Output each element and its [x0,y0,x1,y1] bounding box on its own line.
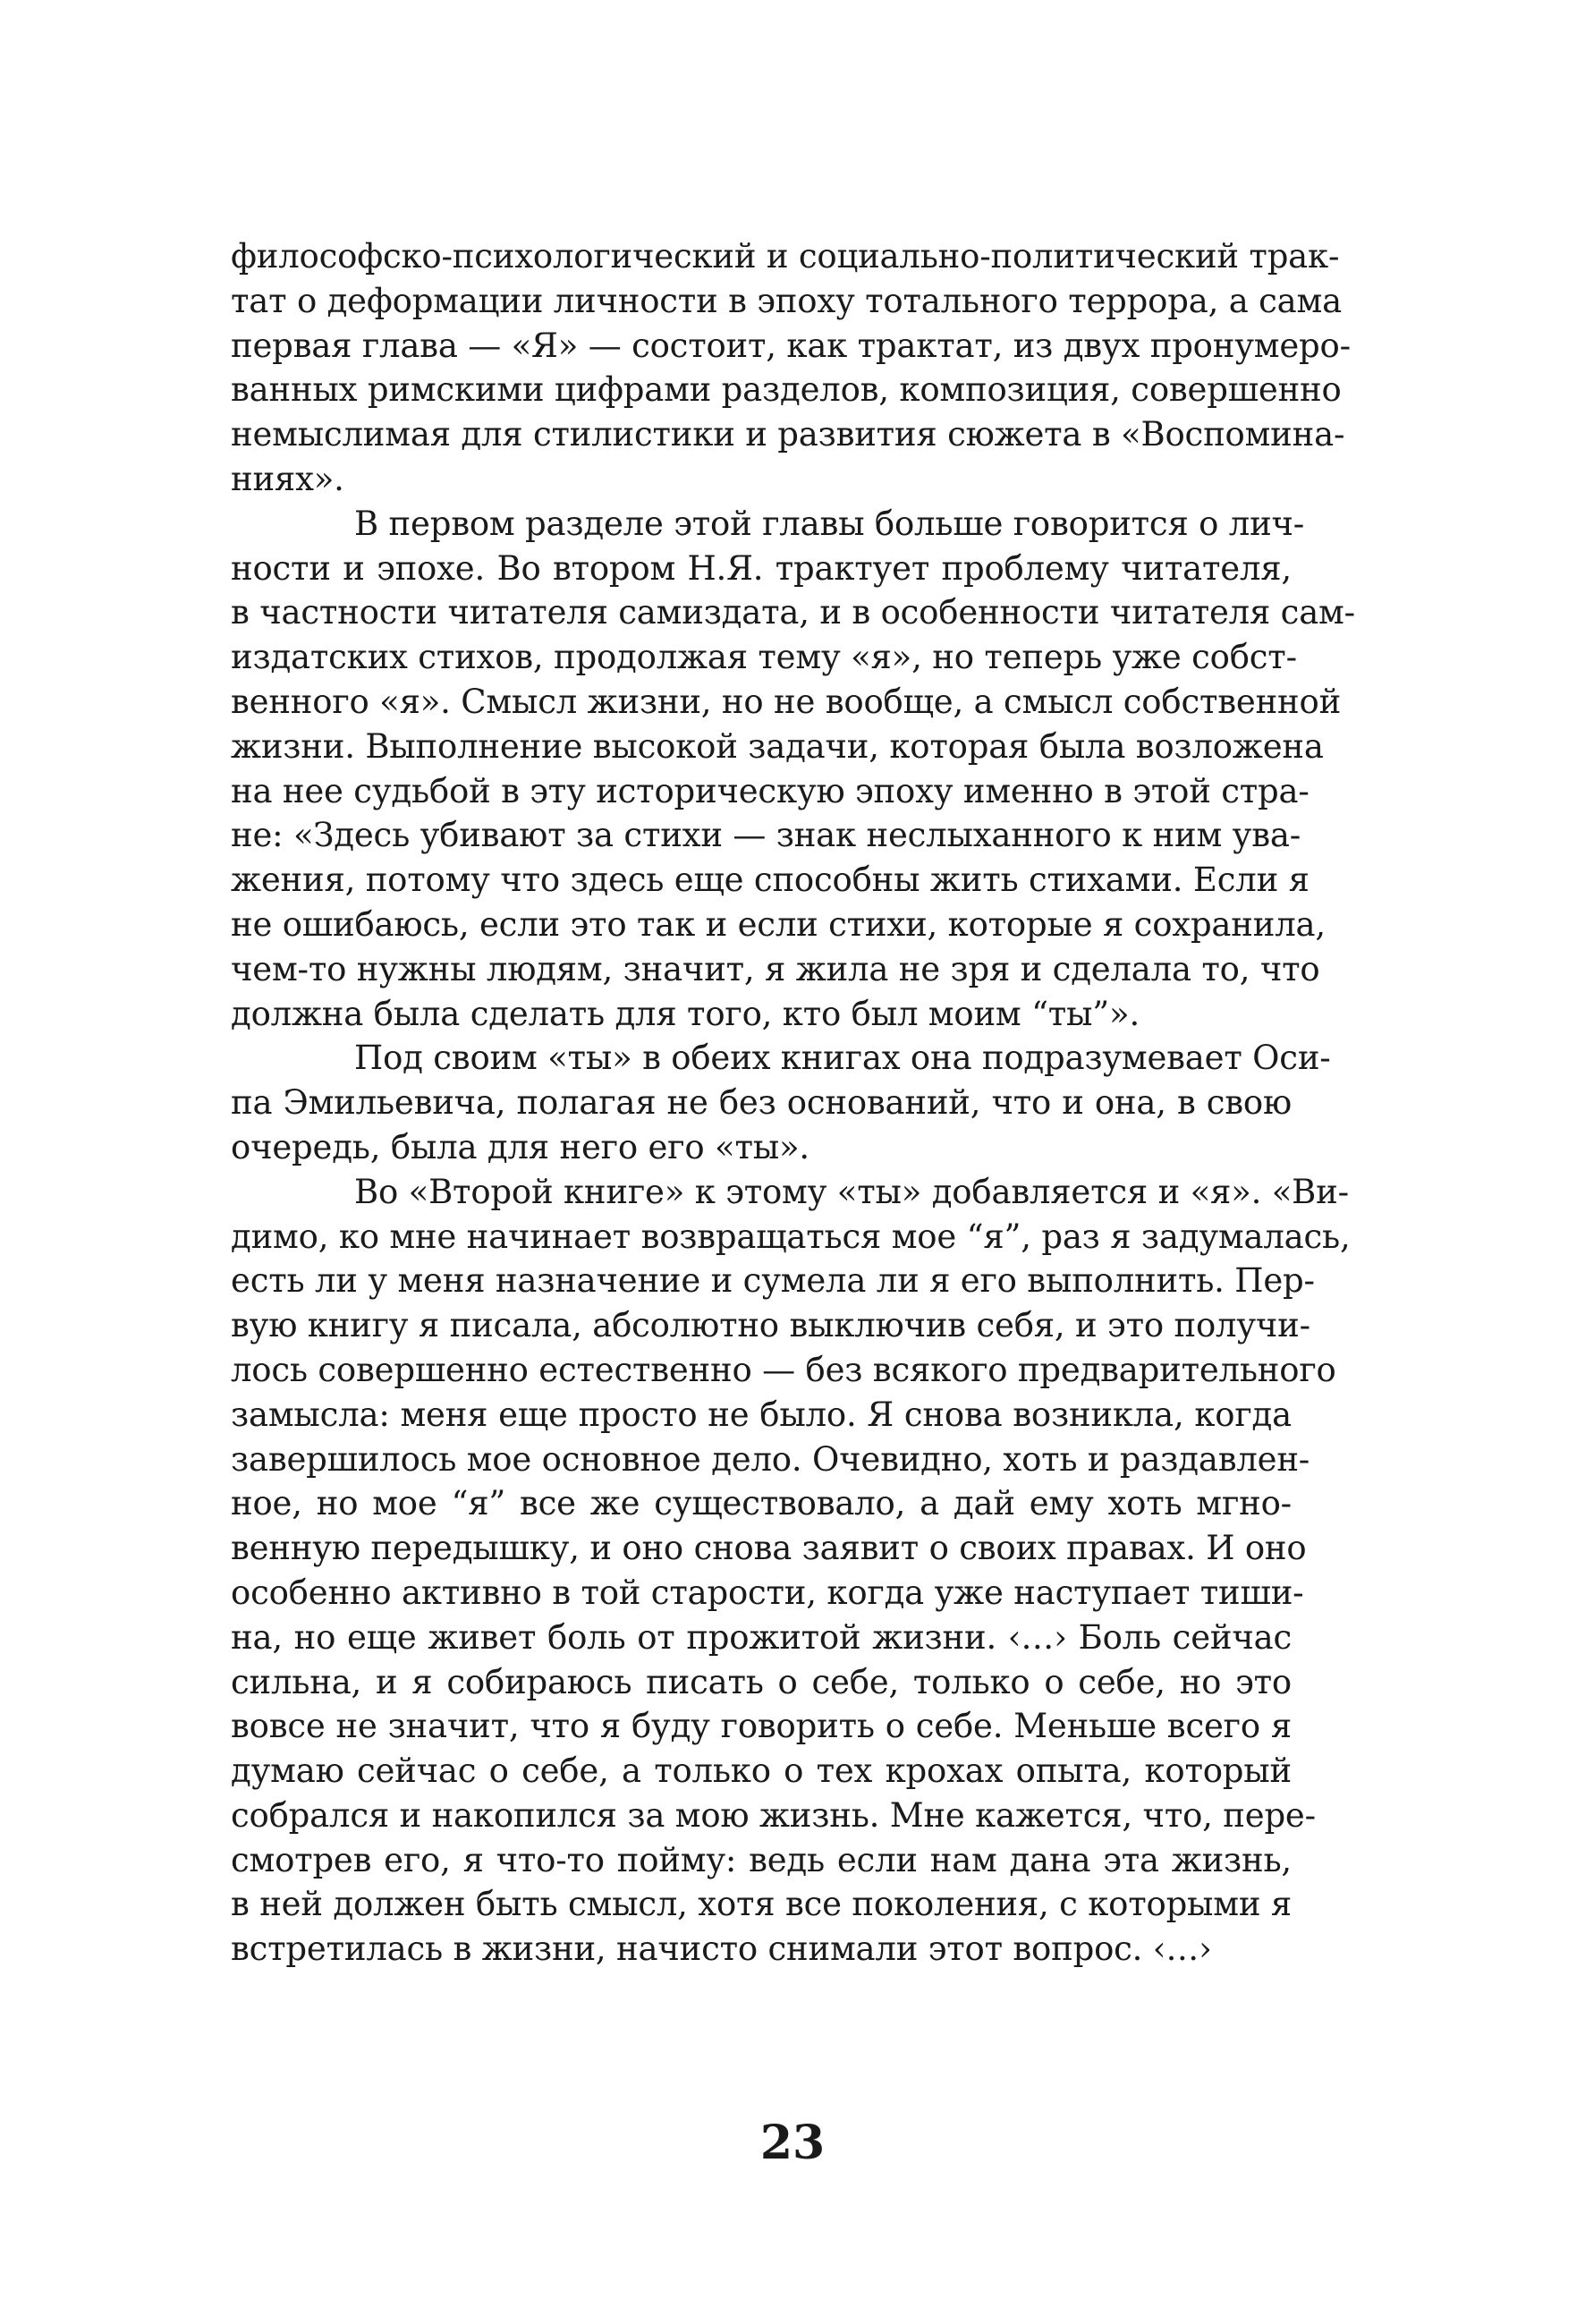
text-line: завершилось мое основное дело. Очевидно, хоть и раздавлен- [231,1439,1310,1479]
text-line: на нее судьбой в эту историческую эпоху именно в этой стра- [231,771,1310,810]
text-line: сильна, и я собираюсь писать о себе, только о себе, но это [231,1662,1292,1701]
body-text [231,234,1355,1972]
text-line: замысла: меня еще просто не было. Я снова возникла, когда [231,1395,1292,1434]
text-line: тат о деформации личности в эпоху тотального террора, а сама [231,281,1342,320]
text-line: в частности читателя самиздата, и в особенности читателя сам- [231,593,1355,632]
text-line: в ней должен быть смысл, хотя все поколения, с которыми я [231,1885,1293,1924]
text-line: есть ли у меня назначение и сумела ли я его выполнить. Пер- [231,1261,1315,1301]
text-line: очередь, была для него его «ты». [231,1127,809,1166]
text-line: венную передышку, и оно снова заявит о своих правах. И оно [231,1529,1307,1568]
text-line: немыслимая для стилистики и развития сюжета в «Воспомина- [231,415,1345,454]
text-line: особенно активно в той старости, когда уже наступает тиши- [231,1573,1304,1612]
text-line: жения, потому что здесь еще способны жить стихами. Если я [231,861,1310,900]
text-line: Во «Второй книге» к этому «ты» добавляется и «я». «Ви- [354,1172,1349,1211]
text-line: смотрев его, я что-то пойму: ведь если нам дана эта жизнь, [231,1840,1292,1879]
text-line: Под своим «ты» в обеих книгах она подразумевает Оси- [354,1039,1331,1078]
text-line: философско-психологический и социально-политический трак- [231,237,1340,276]
text-line: димо, ко мне начинает возвращаться мое “я”, раз я задумалась, [231,1217,1351,1256]
text-line: на, но еще живет боль от прожитой жизни. ‹…› Боль сейчас [231,1617,1292,1657]
text-line: не: «Здесь убивают за стихи — знак неслыханного к ним ува- [231,816,1301,855]
text-line: ванных римскими цифрами разделов, композиция, совершенно [231,370,1342,410]
text-line: должна была сделать для того, кто был моим “ты”». [231,994,1140,1033]
text-line: чем-то нужны людям, значит, я жила не зря и сделала то, что [231,949,1320,988]
page-number: 23 [759,2116,826,2170]
text-line: ное, но мое “я” все же существовало, а дай ему хоть мгно- [231,1484,1292,1523]
text-line: В первом разделе этой главы больше говорится о лич- [354,504,1305,543]
text-line: жизни. Выполнение высокой задачи, которая была возложена [231,726,1324,766]
text-line: ниях». [231,459,344,498]
text-line: не ошибаюсь, если это так и если стихи, которые я сохранила, [231,904,1326,944]
text-line: издатских стихов, продолжая тему «я», но теперь уже собст- [231,638,1297,677]
text-line: вовсе не значит, что я буду говорить о себе. Меньше всего я [231,1707,1292,1746]
text-line: па Эмильевича, полагая не без оснований, что и она, в свою [231,1083,1292,1123]
text-line: вую книгу я писала, абсолютно выключив себя, и это получи- [231,1306,1310,1345]
text-line: думаю сейчас о себе, а только о тех крохах опыта, который [231,1751,1292,1791]
text-line: лось совершенно естественно — без всякого предварительного [231,1350,1336,1389]
text-line: ности и эпохе. Во втором Н.Я. трактует проблему читателя, [231,548,1292,588]
text-line: встретилась в жизни, начисто снимали этот вопрос. ‹…› [231,1930,1212,1969]
text-line: венного «я». Смысл жизни, но не вообще, а смысл собственной [231,682,1342,721]
text-line: первая глава — «Я» — состоит, как трактат, из двух пронумеро- [231,326,1351,365]
text-line: собрался и накопился за мою жизнь. Мне кажется, что, пере- [231,1795,1316,1835]
